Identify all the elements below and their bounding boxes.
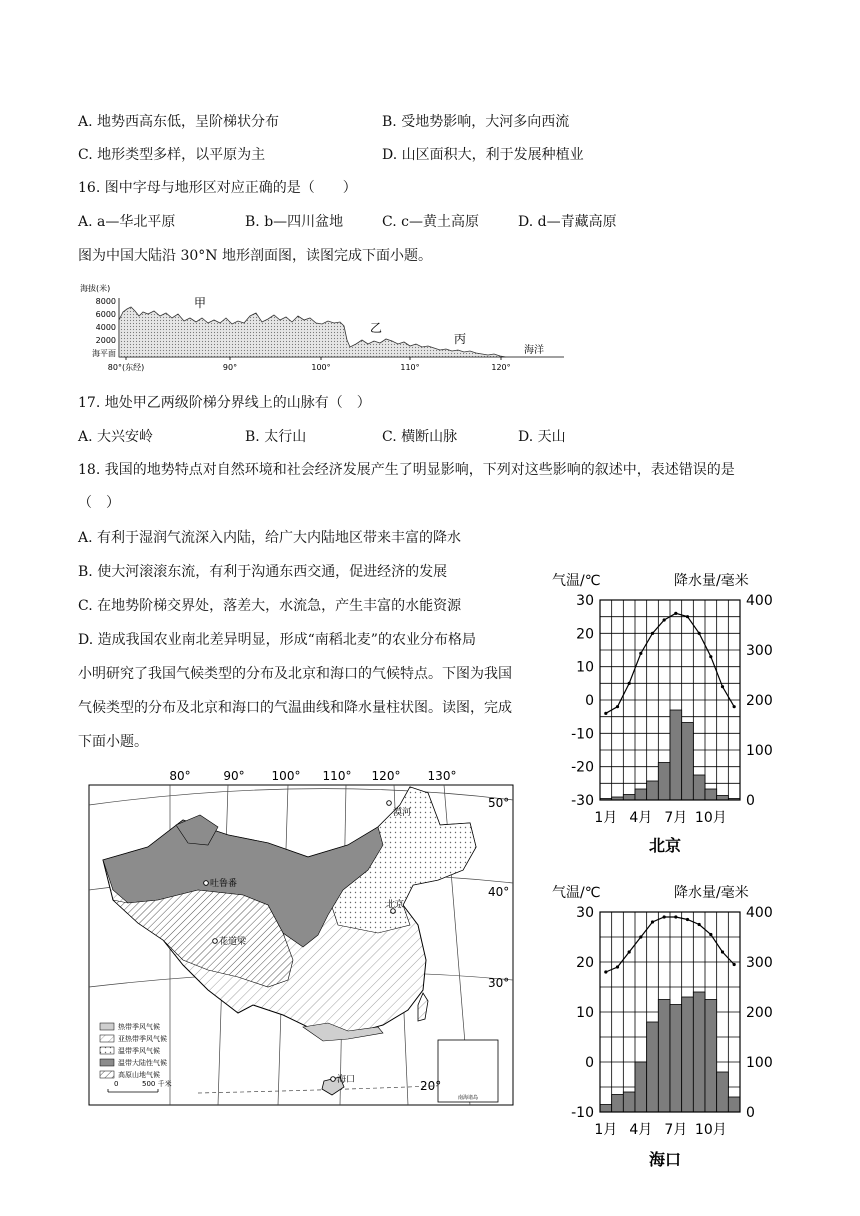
lon-label: 120° (371, 769, 401, 783)
bj-temp-point (639, 652, 642, 655)
scale-end: 500 千米 (142, 1080, 172, 1088)
bj-precip-bar (635, 789, 647, 800)
q16-option-a: A. a—华北平原 (78, 214, 176, 230)
beijing-climate-chart (540, 565, 780, 865)
q16-option-b: B. b—四川盆地 (245, 214, 344, 230)
city-turpan: 吐鲁番 (210, 879, 238, 889)
profile-xtick: 120° (491, 363, 511, 372)
hk-precip-bar (693, 992, 705, 1112)
bj-month-tick: 4月 (629, 810, 653, 826)
china-climate-map (78, 765, 520, 1110)
bj-temp-point (628, 682, 631, 685)
hk-precip-bar (705, 1000, 717, 1113)
legend-plateau: 高原山地气候 (118, 1071, 160, 1079)
bj-precip-bar (682, 723, 694, 801)
q15-option-b: B. 受地势影响，大河多向西流 (382, 114, 570, 130)
hk-temp-point (733, 963, 736, 966)
hk-temp-tick: -10 (571, 1105, 594, 1121)
bj-precip-bar (670, 710, 682, 800)
hk-temp-point (628, 950, 631, 953)
hk-temp-tick: 20 (576, 955, 594, 971)
bj-temp-point (663, 618, 666, 621)
lat-label: 30° (488, 976, 510, 990)
scale-zero: 0 (114, 1080, 119, 1088)
hk-temp-point (674, 915, 677, 918)
profile-ytick: 4000 (95, 323, 116, 332)
hk-temp-point (686, 918, 689, 921)
bj-prec-tick: 400 (746, 593, 773, 609)
bj-prec-tick: 200 (746, 693, 773, 709)
haikou-climate-chart (540, 877, 780, 1177)
lon-label: 110° (322, 769, 352, 783)
hk-temp-point (663, 915, 666, 918)
q18-paren: （ ） (78, 495, 120, 511)
bj-precip-bar (658, 763, 670, 801)
hk-precip-bar (658, 1000, 670, 1113)
q18-option-b: B. 使大河滚滚东流，有利于沟通东西交通，促进经济的发展 (78, 564, 448, 580)
hk-temp-tick: 10 (576, 1005, 594, 1021)
q18-option-d: D. 造成我国农业南北差异明显，形成“南稻北麦”的农业分布格局 (78, 632, 476, 648)
profile-label-jia: 甲 (194, 296, 207, 310)
hk-month-tick: 1月 (594, 1122, 618, 1138)
bj-precip-bar (693, 775, 705, 800)
q17-option-a: A. 大兴安岭 (78, 429, 154, 445)
bj-month-tick: 7月 (664, 810, 688, 826)
bj-month-tick: 10月 (694, 810, 727, 826)
bj-temp-tick: 10 (576, 659, 594, 676)
q16-option-d: D. d—青藏高原 (518, 214, 617, 230)
q18-stem: 18. 我国的地势特点对自然环境和社会经济发展产生了明显影响，下列对这些影响的叙述中，表述错误的是 (78, 462, 735, 478)
hk-precip-bar (647, 1022, 659, 1112)
hk-temp-tick: 30 (576, 905, 594, 921)
bj-temp-tick: 0 (585, 693, 594, 709)
lat-label: 50° (488, 796, 510, 810)
city-mohe: 漠河 (393, 808, 412, 818)
hk-precip-bar (670, 1005, 682, 1113)
bj-prec-tick: 300 (746, 643, 773, 659)
q15-option-c: C. 地形类型多样，以平原为主 (78, 147, 266, 163)
hk-month-tick: 10月 (694, 1122, 727, 1138)
q17-stem: 17. 地处甲乙两级阶梯分界线上的山脉有（ ） (78, 395, 371, 411)
legend-temperate-monsoon: 温带季风气候 (118, 1047, 160, 1055)
intro-climate-line2: 气候类型的分布及北京和海口的气温曲线和降水量柱状图。读图，完成 (78, 700, 512, 716)
city-huadaoliang: 花道梁 (219, 937, 247, 947)
hk-precip-bar (682, 997, 694, 1112)
bj-precip-bar (623, 795, 635, 801)
hk-prec-tick: 400 (746, 905, 773, 921)
hk-precip-bar (728, 1097, 740, 1112)
bj-month-tick: 1月 (594, 810, 618, 826)
terrain-silhouette (119, 307, 506, 357)
lon-label: 100° (271, 769, 301, 783)
profile-xtick: 80°(东经) (107, 363, 145, 372)
q17-option-c: C. 横断山脉 (382, 429, 458, 445)
hk-prec-tick: 0 (746, 1105, 755, 1121)
bj-ylabel-prec: 降水量/毫米 (674, 573, 749, 589)
q15-option-a: A. 地势西高东低，呈阶梯状分布 (78, 114, 280, 130)
bj-precip-bar (647, 781, 659, 800)
hk-temp-point (698, 923, 701, 926)
profile-label-bing: 丙 (454, 332, 467, 346)
profile-ytick: 2000 (95, 336, 116, 345)
profile-ytick: 6000 (95, 310, 116, 319)
lon-label: 130° (427, 769, 457, 783)
legend-tropical-monsoon: 热带季风气候 (118, 1023, 160, 1031)
bj-precip-bar (717, 796, 729, 801)
hk-prec-tick: 300 (746, 955, 773, 971)
intro-profile: 图为中国大陆沿 30°N 地形剖面图，读图完成下面小题。 (78, 248, 432, 264)
hk-prec-tick: 100 (746, 1055, 773, 1071)
hk-precip-bar (635, 1062, 647, 1112)
bj-temp-point (604, 712, 607, 715)
bj-precip-bar (705, 789, 717, 800)
inset-label: 南海诸岛 (457, 1095, 479, 1101)
profile-xtick: 110° (400, 363, 420, 372)
lon-label: 90° (223, 769, 245, 783)
hk-ylabel-temp: 气温/℃ (552, 885, 601, 901)
bj-temp-point (733, 705, 736, 708)
bj-temp-tick: 20 (576, 626, 594, 643)
hk-temp-point (604, 970, 607, 973)
south-china-sea-inset (438, 1040, 498, 1102)
bj-temp-tick: -30 (571, 793, 594, 809)
bj-temp-point (616, 705, 619, 708)
q18-option-c: C. 在地势阶梯交界处，落差大，水流急，产生丰富的水能资源 (78, 598, 462, 614)
q16-stem: 16. 图中字母与地形区对应正确的是（ ） (78, 180, 357, 196)
bj-temp-point (698, 632, 701, 635)
bj-temp-point (686, 615, 689, 618)
hk-month-tick: 7月 (664, 1122, 688, 1138)
q16-option-c: C. c—黄土高原 (382, 214, 479, 230)
hk-temp-point (721, 950, 724, 953)
legend-temperate-continental: 温带大陆性气候 (118, 1059, 167, 1067)
bj-temp-point (709, 655, 712, 658)
hk-precip-bar (600, 1105, 612, 1113)
hk-precip-bar (612, 1095, 624, 1113)
profile-label-yi: 乙 (370, 321, 383, 335)
bj-temp-point (721, 685, 724, 688)
legend-subtropical-monsoon: 亚热带季风气候 (118, 1035, 167, 1043)
hk-prec-tick: 200 (746, 1005, 773, 1021)
bj-temp-tick: -20 (571, 759, 594, 776)
lat-label: 40° (488, 885, 510, 899)
hk-precip-bar (717, 1072, 729, 1112)
profile-xtick: 100° (311, 363, 331, 372)
bj-ylabel-temp: 气温/℃ (552, 573, 601, 589)
bj-prec-tick: 100 (746, 743, 773, 759)
profile-ylabel: 海拔(米) (80, 284, 111, 293)
profile-ytick: 8000 (95, 297, 116, 306)
hk-temp-tick: 0 (585, 1055, 594, 1071)
q17-option-d: D. 天山 (518, 429, 566, 445)
bj-temp-point (651, 632, 654, 635)
hk-temp-point (651, 920, 654, 923)
hk-month-tick: 4月 (629, 1122, 653, 1138)
hk-temp-point (616, 965, 619, 968)
terrain-profile-figure (78, 280, 568, 372)
profile-xtick: 90° (222, 363, 238, 372)
lon-label: 80° (169, 769, 191, 783)
bj-temp-point (674, 612, 677, 615)
hk-precip-bar (623, 1092, 635, 1112)
profile-label-ocean: 海洋 (524, 345, 544, 356)
hk-title: 海口 (648, 1150, 682, 1169)
q15-option-d: D. 山区面积大，利于发展种植业 (382, 147, 584, 163)
q17-option-b: B. 太行山 (245, 429, 307, 445)
profile-ytick: 海平面 (92, 349, 116, 358)
lat-label: 20° (420, 1079, 442, 1093)
bj-temp-tick: 30 (576, 593, 594, 609)
city-haikou: 海口 (337, 1075, 356, 1085)
bj-temp-tick: -10 (571, 726, 594, 743)
hk-temp-point (709, 933, 712, 936)
hk-ylabel-prec: 降水量/毫米 (674, 885, 749, 901)
hk-temp-point (639, 935, 642, 938)
q18-option-a: A. 有利于湿润气流深入内陆，给广大内陆地区带来丰富的降水 (78, 530, 462, 546)
intro-climate-line1: 小明研究了我国气候类型的分布及北京和海口的气候特点。下图为我国 (78, 666, 512, 682)
city-beijing: 北京 (386, 900, 405, 910)
intro-climate-line3: 下面小题。 (78, 734, 148, 750)
bj-title: 北京 (648, 836, 682, 855)
bj-prec-tick: 0 (746, 793, 755, 809)
